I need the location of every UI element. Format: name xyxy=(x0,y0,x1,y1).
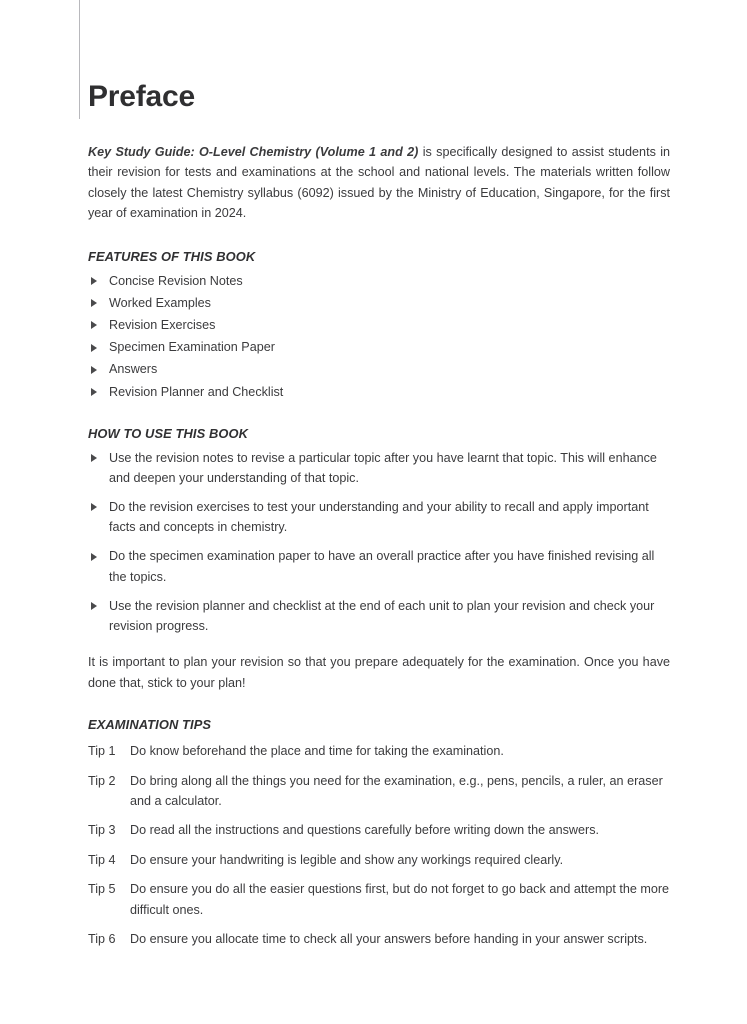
tip-text: Do know beforehand the place and time for taking the examination. xyxy=(130,744,504,759)
closing-paragraph: It is important to plan your revision so that you prepare adequately for the examination. Once you have done that, stick to your plan! xyxy=(88,655,670,690)
list-item-label: Concise Revision Notes xyxy=(109,273,243,288)
list-item xyxy=(88,382,670,402)
tip-text: Do ensure you allocate time to check all your answers before handing in your answer scripts. xyxy=(130,931,648,946)
list-item xyxy=(88,293,670,313)
list-item-label: Answers xyxy=(109,362,158,377)
tip-label: Tip 2 xyxy=(88,773,116,788)
list-item xyxy=(88,497,670,538)
tip-text: Do read all the instructions and questions carefully before writing down the answers. xyxy=(130,823,600,838)
triangle-bullet-icon xyxy=(91,454,97,462)
tip-label: Tip 5 xyxy=(88,882,116,897)
tip-row xyxy=(88,820,670,840)
triangle-bullet-icon xyxy=(91,321,97,329)
tip-row xyxy=(88,879,670,920)
how-to-use-heading: HOW TO USE THIS BOOK xyxy=(88,425,249,441)
how-to-use-list xyxy=(88,448,670,637)
features-heading: FEATURES OF THIS BOOK xyxy=(88,248,256,264)
triangle-bullet-icon xyxy=(91,388,97,396)
triangle-bullet-icon xyxy=(91,366,97,374)
tip-label: Tip 4 xyxy=(88,852,116,867)
list-item xyxy=(88,315,670,335)
triangle-bullet-icon xyxy=(91,553,97,561)
triangle-bullet-icon xyxy=(91,299,97,307)
list-item-label: Revision Planner and Checklist xyxy=(109,384,284,399)
header-vertical-rule xyxy=(79,0,80,119)
list-item-label: Use the revision notes to revise a particular topic after you have learnt that topic. This will enhance and deepen your understanding of that topic. xyxy=(109,450,657,486)
intro-paragraph xyxy=(88,142,670,224)
triangle-bullet-icon xyxy=(91,277,97,285)
list-item xyxy=(88,448,670,489)
examination-tips-list xyxy=(88,741,670,949)
tip-row xyxy=(88,771,670,812)
list-item-label: Revision Exercises xyxy=(109,317,216,332)
tip-text: Do bring along all the things you need for the examination, e.g., pens, pencils, a ruler, an eraser and a calculator. xyxy=(130,773,663,808)
features-list xyxy=(88,271,670,402)
list-item-label: Use the revision planner and checklist at the end of each unit to plan your revision and check your revision progress. xyxy=(109,598,655,633)
examination-tips-heading: EXAMINATION TIPS xyxy=(88,717,212,733)
list-item xyxy=(88,546,670,587)
tip-row xyxy=(88,741,670,761)
content-column xyxy=(88,142,670,949)
intro-lead-title: Key Study Guide: O-Level Chemistry (Volume 1 and 2) xyxy=(88,145,419,159)
tip-label: Tip 1 xyxy=(88,744,116,759)
tip-label: Tip 3 xyxy=(88,823,116,838)
list-item-label: Do the revision exercises to test your understanding and your ability to recall and apply important facts and concepts in chemistry. xyxy=(109,499,649,535)
list-item xyxy=(88,337,670,357)
tip-row xyxy=(88,929,670,949)
intro-rest-text: is specifically designed to assist students in their revision for tests and examinations at the school and national levels. The materials written follow closely the latest Chemistry syllabus (6092) issued by the Ministry of Education, Singapore, for the first year of examination in 2024. xyxy=(88,145,671,221)
list-item xyxy=(88,596,670,637)
list-item xyxy=(88,271,670,291)
page-title: Preface xyxy=(88,80,196,114)
tip-label: Tip 6 xyxy=(88,931,116,946)
list-item-label: Specimen Examination Paper xyxy=(109,340,275,355)
triangle-bullet-icon xyxy=(91,344,97,352)
tip-row xyxy=(88,850,670,870)
list-item xyxy=(88,359,670,379)
tip-text: Do ensure your handwriting is legible and show any workings required clearly. xyxy=(130,852,564,867)
list-item-label: Do the specimen examination paper to have an overall practice after you have finished revising all the topics. xyxy=(109,549,655,584)
triangle-bullet-icon xyxy=(91,503,97,511)
triangle-bullet-icon xyxy=(91,602,97,610)
tip-text: Do ensure you do all the easier questions first, but do not forget to go back and attempt the more difficult ones. xyxy=(130,882,670,917)
list-item-label: Worked Examples xyxy=(109,295,211,310)
